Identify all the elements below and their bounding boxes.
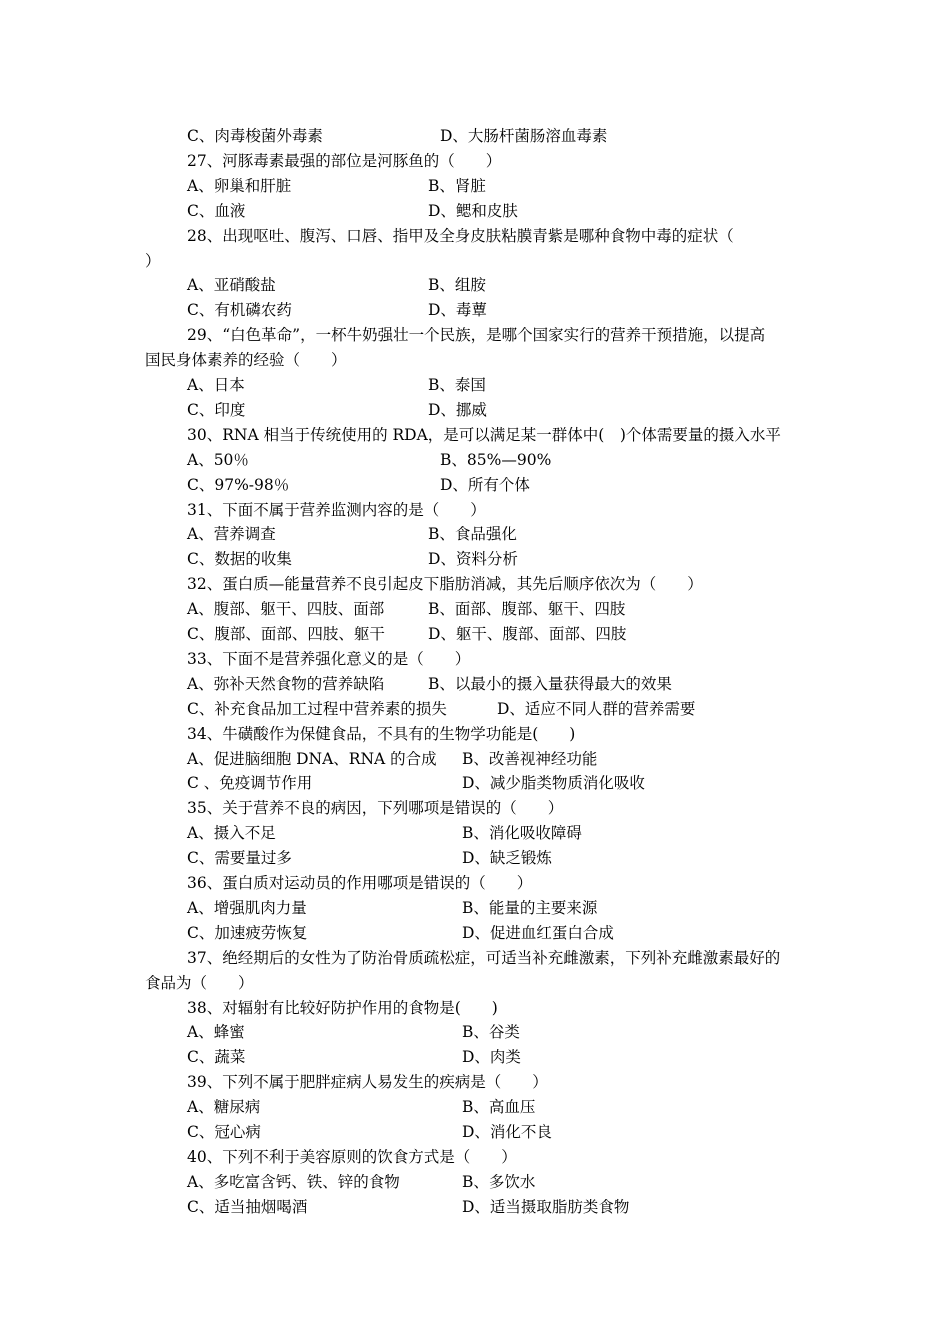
option-right: B、面部、腹部、躯干、四肢	[428, 600, 626, 619]
option-left: C、适当抽烟喝酒	[187, 1197, 308, 1216]
option-left: C、加速疲劳恢复	[187, 923, 308, 942]
question-line	[0, 996, 950, 1021]
options-line	[0, 522, 950, 547]
option-left: C、蔬菜	[187, 1048, 246, 1067]
option-left: C、印度	[187, 400, 246, 419]
question-text: 29、“白色革命”，一杯牛奶强壮一个民族，是哪个国家实行的营养干预措施，以提高	[187, 326, 766, 345]
question-text: 36、蛋白质对运动员的作用哪项是错误的（ ）	[187, 874, 533, 892]
option-left: A、摄入不足	[187, 824, 276, 843]
option-left: A、卵巢和肝脏	[187, 176, 292, 195]
question-line	[0, 796, 950, 821]
option-left: A、增强肌肉力量	[187, 898, 307, 917]
question-line	[0, 423, 950, 448]
option-right: D、大肠杆菌肠溶血毒素	[440, 127, 608, 145]
question-text: 38、对辐射有比较好防护作用的食物是( )	[187, 998, 498, 1017]
options-line	[0, 273, 950, 298]
option-right: B、多饮水	[462, 1172, 536, 1191]
question-line	[0, 224, 950, 249]
option-right: D、所有个体	[440, 475, 530, 494]
question-text: 40、下列不利于美容原则的饮食方式是（ ）	[187, 1147, 517, 1166]
option-right: B、高血压	[462, 1098, 536, 1117]
option-left: C、冠心病	[187, 1123, 261, 1141]
option-right: D、促进血红蛋白合成	[462, 923, 614, 942]
question-text: 32、蛋白质—能量营养不良引起皮下脂肪消减，其先后顺序依次为（ ）	[187, 575, 703, 594]
options-line	[0, 1195, 950, 1220]
option-left: A、日本	[187, 376, 245, 394]
question-text: 37、绝经期后的女性为了防治骨质疏松症，可适当补充雌激素，下列补充雌激素最好的	[187, 948, 781, 967]
option-right: B、以最小的摄入量获得最大的效果	[428, 674, 672, 693]
option-left: A、蜂蜜	[187, 1023, 245, 1042]
option-right: B、改善视神经功能	[462, 749, 598, 768]
option-right: D、毒蕈	[428, 301, 487, 320]
options-line	[0, 771, 950, 796]
question-text: 28、出现呕吐、腹泻、口唇、指甲及全身皮肤粘膜青紫是哪种食物中毒的症状（	[187, 226, 734, 245]
options-line	[0, 373, 950, 398]
option-right: B、肾脏	[428, 176, 486, 195]
question-line	[0, 871, 950, 896]
option-left: A、多吃富含钙、铁、锌的食物	[187, 1172, 400, 1191]
option-left: C、有机磷农药	[187, 301, 292, 320]
option-right: D、缺乏锻炼	[462, 849, 552, 868]
option-right: B、谷类	[462, 1023, 520, 1042]
options-line	[0, 199, 950, 224]
question-text: 30、RNA 相当于传统使用的 RDA，是可以满足某一群体中( )个体需要量的摄入水平	[187, 425, 781, 444]
option-right: B、85%—90%	[440, 450, 552, 469]
options-line	[0, 1045, 950, 1070]
option-left: A、弥补天然食物的营养缺陷	[187, 674, 385, 693]
options-line	[0, 597, 950, 622]
option-right: B、消化吸收障碍	[462, 824, 582, 843]
option-right: D、肉类	[462, 1048, 521, 1067]
options-line	[0, 473, 950, 498]
question-line	[0, 946, 950, 971]
options-line	[0, 1170, 950, 1195]
option-right: B、食品强化	[428, 525, 517, 544]
question-continuation-text: 食品为（ ）	[145, 973, 254, 992]
options-line	[0, 747, 950, 772]
question-text: 27、河豚毒素最强的部位是河豚鱼的（ ）	[187, 151, 502, 170]
option-left: A、促进脑细胞 DNA、RNA 的合成	[187, 749, 437, 768]
question-text: 39、下列不属于肥胖症病人易发生的疾病是（ ）	[187, 1073, 548, 1092]
option-left: C、补充食品加工过程中营养素的损失	[187, 699, 447, 718]
options-line	[0, 298, 950, 323]
option-right: D、减少脂类物质消化吸收	[462, 774, 645, 793]
question-continuation-text: ）	[145, 251, 161, 270]
option-right: D、挪威	[428, 400, 487, 419]
option-left: C、腹部、面部、四肢、躯干	[187, 625, 385, 643]
question-line	[0, 647, 950, 672]
option-left: C、肉毒梭菌外毒素	[187, 127, 323, 145]
options-line	[0, 846, 950, 871]
options-line	[0, 1020, 950, 1045]
question-line	[0, 498, 950, 523]
question-text: 33、下面不是营养强化意义的是（ ）	[187, 649, 471, 668]
options-line	[0, 921, 950, 946]
question-continuation	[0, 971, 950, 996]
option-left: C、数据的收集	[187, 550, 292, 569]
option-left: A、50％	[187, 450, 249, 469]
question-line	[0, 323, 950, 348]
question-continuation	[0, 249, 950, 274]
option-left: C 、免疫调节作用	[187, 774, 313, 793]
options-line	[0, 448, 950, 473]
options-line	[0, 398, 950, 423]
question-line	[0, 572, 950, 597]
option-left: A、糖尿病	[187, 1098, 261, 1117]
question-text: 34、牛磺酸作为保健食品，不具有的生物学功能是( )	[187, 724, 576, 743]
option-right: D、适当摄取脂肪类食物	[462, 1197, 630, 1216]
question-continuation-text: 国民身体素养的经验（ ）	[145, 351, 347, 370]
option-right: B、能量的主要来源	[462, 898, 598, 917]
question-line	[0, 722, 950, 747]
option-left: C、97%-98％	[187, 475, 290, 494]
question-line	[0, 149, 950, 174]
option-right: B、组胺	[428, 276, 486, 295]
option-left: C、需要量过多	[187, 849, 292, 868]
options-line	[0, 672, 950, 697]
question-text: 35、关于营养不良的病因，下列哪项是错误的（ ）	[187, 799, 564, 818]
question-text: 31、下面不属于营养监测内容的是（ ）	[187, 500, 486, 519]
option-left: A、营养调查	[187, 525, 276, 544]
option-right: D、鳃和皮肤	[428, 201, 518, 220]
options-line	[0, 174, 950, 199]
option-left: C、血液	[187, 201, 246, 220]
option-right: D、躯干、腹部、面部、四肢	[428, 625, 627, 643]
options-line	[0, 697, 950, 722]
option-left: A、亚硝酸盐	[187, 276, 276, 295]
options-line	[0, 622, 950, 647]
option-right: B、泰国	[428, 376, 486, 394]
options-line	[0, 547, 950, 572]
option-right: D、资料分析	[428, 550, 518, 569]
question-line	[0, 1145, 950, 1170]
options-line	[0, 124, 950, 149]
options-line	[0, 1095, 950, 1120]
options-line	[0, 821, 950, 846]
options-line	[0, 1120, 950, 1145]
question-line	[0, 1070, 950, 1095]
option-left: A、腹部、躯干、四肢、面部	[187, 600, 385, 619]
options-line	[0, 896, 950, 921]
option-right: D、适应不同人群的营养需要	[497, 699, 696, 718]
question-continuation	[0, 348, 950, 373]
option-right: D、消化不良	[462, 1123, 552, 1141]
